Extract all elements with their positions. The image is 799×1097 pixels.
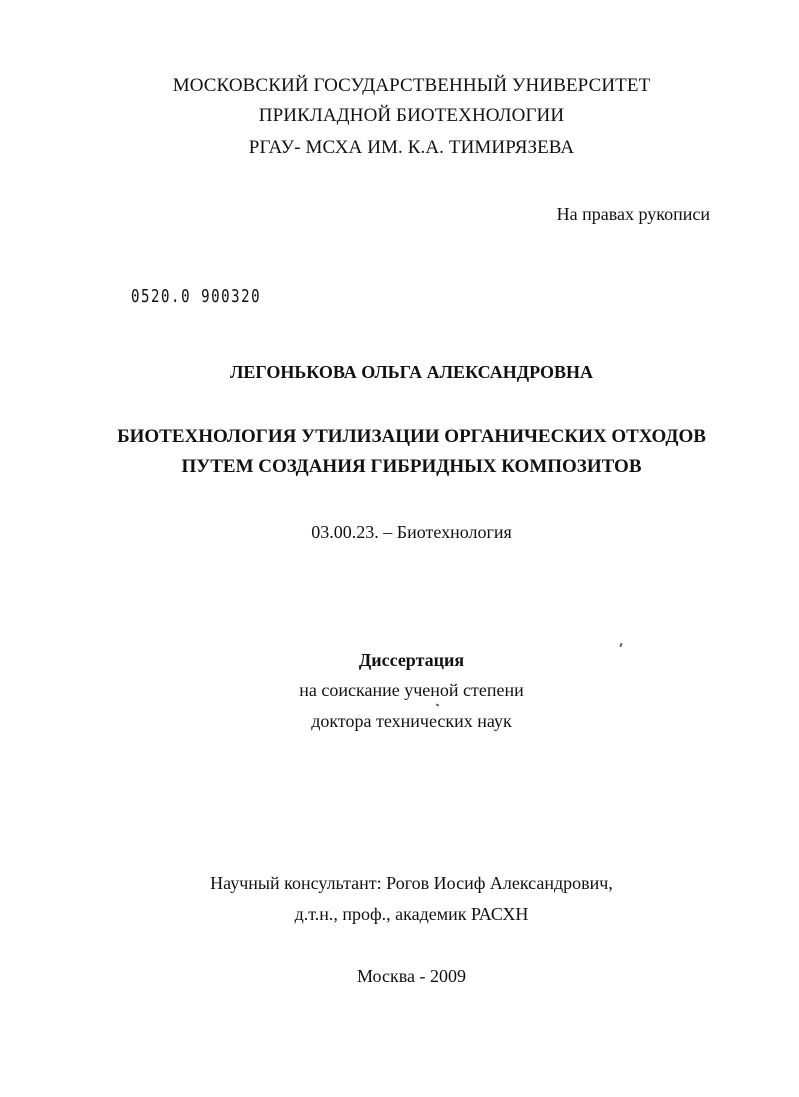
institution-line-2: ПРИКЛАДНОЙ БИОТЕХНОЛОГИИ — [258, 105, 565, 126]
institution-line-1: МОСКОВСКИЙ ГОСУДАРСТВЕННЫЙ УНИВЕРСИТЕТ — [172, 75, 651, 96]
dissertation-title-line-2: ПУТЕМ СОЗДАНИЯ ГИБРИДНЫХ КОМПОЗИТОВ — [181, 456, 642, 477]
dissertation-title-line-1: БИОТЕХНОЛОГИЯ УТИЛИЗАЦИИ ОРГАНИЧЕСКИХ ОТХОДОВ — [117, 426, 706, 447]
degree-line-2: доктора технических наук — [311, 711, 512, 731]
scan-speck — [619, 643, 622, 647]
specialty-code: 03.00.23. – Биотехнология — [311, 522, 512, 542]
consultant-credentials: д.т.н., проф., академик РАСХН — [294, 904, 529, 924]
scan-speck — [436, 704, 440, 707]
catalog-number: 0520.0 900320 — [131, 286, 262, 307]
author-name: ЛЕГОНЬКОВА ОЛЬГА АЛЕКСАНДРОВНА — [229, 362, 594, 382]
scientific-consultant: Научный консультант: Рогов Иосиф Александрович, — [210, 873, 613, 893]
work-type: Диссертация — [358, 650, 465, 670]
city-and-year: Москва - 2009 — [357, 966, 466, 986]
manuscript-note: На правах рукописи — [556, 204, 710, 224]
institution-line-3: РГАУ- МСХА ИМ. К.А. ТИМИРЯЗЕВА — [248, 137, 575, 158]
degree-line-1: на соискание ученой степени — [299, 680, 524, 700]
